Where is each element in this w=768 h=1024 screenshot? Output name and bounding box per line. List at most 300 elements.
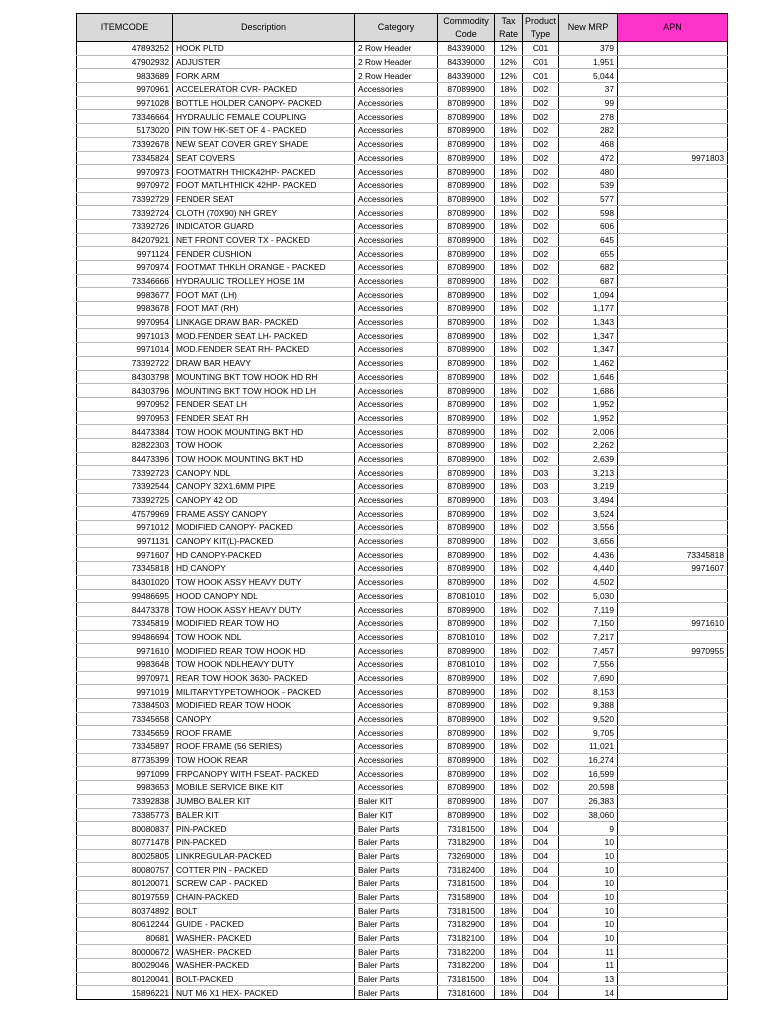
cell-new-mrp: 10	[559, 876, 618, 890]
cell-apn	[618, 206, 728, 220]
cell-new-mrp: 38,060	[559, 808, 618, 822]
cell-description: FOOTMAT THKLH ORANGE - PACKED	[173, 261, 355, 275]
cell-itemcode: 9971014	[77, 343, 173, 357]
cell-product-type: D02	[523, 534, 559, 548]
cell-apn	[618, 712, 728, 726]
cell-commodity-code: 87089900	[438, 480, 495, 494]
cell-description: PIN-PACKED	[173, 835, 355, 849]
cell-apn	[618, 767, 728, 781]
cell-product-type: D02	[523, 781, 559, 795]
cell-apn	[618, 411, 728, 425]
cell-category: Accessories	[355, 781, 438, 795]
cell-commodity-code: 87089900	[438, 575, 495, 589]
table-row	[77, 466, 728, 480]
table-row	[77, 726, 728, 740]
cell-category: Accessories	[355, 151, 438, 165]
cell-product-type: D02	[523, 726, 559, 740]
cell-itemcode: 80029046	[77, 959, 173, 973]
cell-category: Accessories	[355, 302, 438, 316]
cell-itemcode: 9971124	[77, 247, 173, 261]
cell-tax-rate: 18%	[495, 712, 523, 726]
cell-itemcode: 9970972	[77, 178, 173, 192]
cell-commodity-code: 87089900	[438, 644, 495, 658]
cell-new-mrp: 1,343	[559, 315, 618, 329]
cell-new-mrp: 480	[559, 165, 618, 179]
cell-itemcode: 73345897	[77, 740, 173, 754]
cell-commodity-code: 87089900	[438, 83, 495, 97]
cell-tax-rate: 18%	[495, 616, 523, 630]
cell-itemcode: 9970954	[77, 315, 173, 329]
cell-itemcode: 9983677	[77, 288, 173, 302]
cell-product-type: D02	[523, 384, 559, 398]
cell-description: BOTTLE HOLDER CANOPY- PACKED	[173, 96, 355, 110]
cell-product-type: D04	[523, 986, 559, 1000]
table-row	[77, 534, 728, 548]
table-row	[77, 384, 728, 398]
cell-product-type: D02	[523, 548, 559, 562]
cell-category: Accessories	[355, 110, 438, 124]
cell-new-mrp: 655	[559, 247, 618, 261]
cell-itemcode: 9833689	[77, 69, 173, 83]
cell-itemcode: 73345818	[77, 562, 173, 576]
cell-product-type: D04	[523, 822, 559, 836]
header-product-type: Product Type	[523, 14, 559, 42]
cell-product-type: D04	[523, 945, 559, 959]
cell-tax-rate: 18%	[495, 959, 523, 973]
cell-commodity-code: 87089900	[438, 96, 495, 110]
cell-commodity-code: 87089900	[438, 124, 495, 138]
cell-apn	[618, 370, 728, 384]
cell-commodity-code: 84339000	[438, 69, 495, 83]
cell-description: HD CANOPY-PACKED	[173, 548, 355, 562]
cell-description: INDICATOR GUARD	[173, 219, 355, 233]
cell-product-type: D02	[523, 808, 559, 822]
cell-commodity-code: 73269000	[438, 849, 495, 863]
cell-description: CANOPY	[173, 712, 355, 726]
cell-tax-rate: 18%	[495, 521, 523, 535]
cell-itemcode: 9970973	[77, 165, 173, 179]
cell-category: Baler Parts	[355, 918, 438, 932]
cell-new-mrp: 3,556	[559, 521, 618, 535]
cell-apn	[618, 178, 728, 192]
cell-itemcode: 80080757	[77, 863, 173, 877]
cell-tax-rate: 18%	[495, 918, 523, 932]
cell-new-mrp: 14	[559, 986, 618, 1000]
cell-product-type: D02	[523, 315, 559, 329]
cell-tax-rate: 18%	[495, 945, 523, 959]
cell-tax-rate: 18%	[495, 589, 523, 603]
cell-commodity-code: 87089900	[438, 178, 495, 192]
cell-apn	[618, 480, 728, 494]
cell-itemcode: 9970971	[77, 671, 173, 685]
cell-commodity-code: 87089900	[438, 302, 495, 316]
cell-description: NUT M6 X1 HEX- PACKED	[173, 986, 355, 1000]
cell-product-type: D02	[523, 233, 559, 247]
cell-description: PIN-PACKED	[173, 822, 355, 836]
table-row	[77, 151, 728, 165]
cell-description: WASHER-PACKED	[173, 959, 355, 973]
table-row	[77, 137, 728, 151]
table-row	[77, 329, 728, 343]
cell-apn: 73345818	[618, 548, 728, 562]
cell-commodity-code: 87089900	[438, 288, 495, 302]
cell-new-mrp: 1,347	[559, 329, 618, 343]
cell-tax-rate: 12%	[495, 55, 523, 69]
cell-commodity-code: 87089900	[438, 438, 495, 452]
cell-tax-rate: 18%	[495, 794, 523, 808]
cell-apn	[618, 192, 728, 206]
cell-tax-rate: 18%	[495, 288, 523, 302]
cell-product-type: D02	[523, 261, 559, 275]
cell-itemcode: 73345819	[77, 616, 173, 630]
cell-itemcode: 9971012	[77, 521, 173, 535]
table-row	[77, 69, 728, 83]
cell-tax-rate: 18%	[495, 96, 523, 110]
cell-new-mrp: 10	[559, 904, 618, 918]
cell-tax-rate: 18%	[495, 370, 523, 384]
cell-commodity-code: 87081010	[438, 630, 495, 644]
cell-new-mrp: 7,150	[559, 616, 618, 630]
table-row	[77, 548, 728, 562]
cell-tax-rate: 18%	[495, 699, 523, 713]
cell-new-mrp: 16,599	[559, 767, 618, 781]
table-row	[77, 904, 728, 918]
cell-category: Baler Parts	[355, 959, 438, 973]
cell-new-mrp: 9,388	[559, 699, 618, 713]
cell-new-mrp: 20,598	[559, 781, 618, 795]
cell-apn	[618, 589, 728, 603]
cell-description: TOW HOOK REAR	[173, 753, 355, 767]
cell-commodity-code: 87089900	[438, 233, 495, 247]
cell-description: ACCELERATOR CVR- PACKED	[173, 83, 355, 97]
cell-apn	[618, 534, 728, 548]
cell-product-type: D02	[523, 616, 559, 630]
cell-itemcode: 9971131	[77, 534, 173, 548]
cell-product-type: D02	[523, 110, 559, 124]
cell-commodity-code: 73181500	[438, 972, 495, 986]
cell-tax-rate: 18%	[495, 124, 523, 138]
cell-itemcode: 47579969	[77, 507, 173, 521]
cell-new-mrp: 1,347	[559, 343, 618, 357]
cell-itemcode: 73346666	[77, 274, 173, 288]
table-body	[77, 42, 728, 1000]
cell-tax-rate: 18%	[495, 781, 523, 795]
table-row	[77, 644, 728, 658]
cell-product-type: D04	[523, 918, 559, 932]
cell-new-mrp: 4,440	[559, 562, 618, 576]
cell-description: BALER KIT	[173, 808, 355, 822]
cell-product-type: D02	[523, 507, 559, 521]
cell-description: CLOTH (70X90) NH GREY	[173, 206, 355, 220]
cell-product-type: D02	[523, 329, 559, 343]
cell-tax-rate: 18%	[495, 876, 523, 890]
cell-tax-rate: 18%	[495, 972, 523, 986]
cell-category: Accessories	[355, 493, 438, 507]
cell-tax-rate: 18%	[495, 822, 523, 836]
cell-itemcode: 80197559	[77, 890, 173, 904]
cell-tax-rate: 18%	[495, 329, 523, 343]
cell-tax-rate: 18%	[495, 534, 523, 548]
cell-commodity-code: 73181500	[438, 904, 495, 918]
cell-tax-rate: 18%	[495, 931, 523, 945]
cell-product-type: D02	[523, 644, 559, 658]
cell-new-mrp: 682	[559, 261, 618, 275]
cell-tax-rate: 18%	[495, 343, 523, 357]
cell-tax-rate: 18%	[495, 315, 523, 329]
cell-apn	[618, 740, 728, 754]
cell-apn	[618, 794, 728, 808]
cell-apn	[618, 124, 728, 138]
cell-commodity-code: 87089900	[438, 137, 495, 151]
cell-commodity-code: 87089900	[438, 534, 495, 548]
cell-apn	[618, 972, 728, 986]
cell-category: Accessories	[355, 507, 438, 521]
cell-apn	[618, 343, 728, 357]
cell-new-mrp: 278	[559, 110, 618, 124]
cell-tax-rate: 18%	[495, 767, 523, 781]
cell-description: PIN TOW HK-SET OF 4 - PACKED	[173, 124, 355, 138]
cell-commodity-code: 87089900	[438, 206, 495, 220]
cell-commodity-code: 87089900	[438, 356, 495, 370]
cell-new-mrp: 2,639	[559, 452, 618, 466]
cell-itemcode: 73345824	[77, 151, 173, 165]
cell-apn	[618, 849, 728, 863]
cell-product-type: D02	[523, 685, 559, 699]
table-row	[77, 794, 728, 808]
cell-description: NET FRONT COVER TX - PACKED	[173, 233, 355, 247]
cell-commodity-code: 87089900	[438, 562, 495, 576]
cell-new-mrp: 645	[559, 233, 618, 247]
cell-category: Baler Parts	[355, 890, 438, 904]
cell-category: Accessories	[355, 137, 438, 151]
table-row	[77, 630, 728, 644]
cell-apn	[618, 233, 728, 247]
cell-apn	[618, 329, 728, 343]
cell-category: Accessories	[355, 753, 438, 767]
cell-itemcode: 80771478	[77, 835, 173, 849]
cell-apn	[618, 288, 728, 302]
cell-category: Accessories	[355, 247, 438, 261]
cell-commodity-code: 87089900	[438, 466, 495, 480]
cell-new-mrp: 9,520	[559, 712, 618, 726]
cell-apn	[618, 438, 728, 452]
cell-itemcode: 84207921	[77, 233, 173, 247]
cell-tax-rate: 18%	[495, 151, 523, 165]
table-row	[77, 425, 728, 439]
cell-itemcode: 73392838	[77, 794, 173, 808]
cell-tax-rate: 18%	[495, 206, 523, 220]
cell-category: Baler Parts	[355, 972, 438, 986]
cell-product-type: D02	[523, 206, 559, 220]
cell-itemcode: 99486695	[77, 589, 173, 603]
cell-product-type: D02	[523, 165, 559, 179]
cell-category: Accessories	[355, 630, 438, 644]
cell-commodity-code: 87089900	[438, 370, 495, 384]
cell-commodity-code: 87089900	[438, 165, 495, 179]
cell-description: NEW SEAT COVER GREY SHADE	[173, 137, 355, 151]
cell-new-mrp: 8,153	[559, 685, 618, 699]
cell-product-type: D02	[523, 767, 559, 781]
cell-tax-rate: 18%	[495, 219, 523, 233]
header-apn: APN	[618, 14, 728, 42]
cell-itemcode: 73392678	[77, 137, 173, 151]
cell-product-type: D02	[523, 288, 559, 302]
cell-description: MODIFIED CANOPY- PACKED	[173, 521, 355, 535]
cell-new-mrp: 282	[559, 124, 618, 138]
cell-apn	[618, 452, 728, 466]
cell-description: FENDER SEAT RH	[173, 411, 355, 425]
cell-apn	[618, 575, 728, 589]
cell-itemcode: 15896221	[77, 986, 173, 1000]
cell-commodity-code: 73181600	[438, 986, 495, 1000]
cell-category: Accessories	[355, 562, 438, 576]
cell-description: HYDRAULIC TROLLEY HOSE 1M	[173, 274, 355, 288]
cell-commodity-code: 87089900	[438, 699, 495, 713]
cell-description: LINKREGULAR-PACKED	[173, 849, 355, 863]
table-row	[77, 589, 728, 603]
cell-new-mrp: 7,119	[559, 603, 618, 617]
cell-commodity-code: 87089900	[438, 315, 495, 329]
cell-apn: 9970955	[618, 644, 728, 658]
cell-new-mrp: 577	[559, 192, 618, 206]
cell-category: Accessories	[355, 685, 438, 699]
cell-itemcode: 9971610	[77, 644, 173, 658]
cell-itemcode: 80120071	[77, 876, 173, 890]
cell-apn	[618, 671, 728, 685]
cell-commodity-code: 87089900	[438, 261, 495, 275]
cell-product-type: D02	[523, 562, 559, 576]
cell-category: Accessories	[355, 165, 438, 179]
cell-category: Baler Parts	[355, 904, 438, 918]
cell-category: Accessories	[355, 657, 438, 671]
cell-tax-rate: 18%	[495, 178, 523, 192]
cell-category: Accessories	[355, 534, 438, 548]
cell-product-type: D02	[523, 83, 559, 97]
cell-itemcode: 9971099	[77, 767, 173, 781]
cell-description: MODIFIED REAR TOW HOOK HD	[173, 644, 355, 658]
cell-category: Accessories	[355, 767, 438, 781]
cell-description: REAR TOW HOOK 3630- PACKED	[173, 671, 355, 685]
table-row	[77, 918, 728, 932]
cell-product-type: D02	[523, 343, 559, 357]
cell-commodity-code: 87089900	[438, 726, 495, 740]
cell-category: Accessories	[355, 616, 438, 630]
cell-product-type: D02	[523, 370, 559, 384]
cell-product-type: D04	[523, 931, 559, 945]
cell-tax-rate: 18%	[495, 425, 523, 439]
cell-product-type: D04	[523, 890, 559, 904]
cell-product-type: D02	[523, 178, 559, 192]
cell-tax-rate: 18%	[495, 548, 523, 562]
cell-category: Accessories	[355, 575, 438, 589]
table-row	[77, 110, 728, 124]
cell-apn	[618, 165, 728, 179]
cell-commodity-code: 84339000	[438, 42, 495, 56]
cell-new-mrp: 7,457	[559, 644, 618, 658]
cell-category: Accessories	[355, 699, 438, 713]
cell-category: Accessories	[355, 329, 438, 343]
cell-tax-rate: 18%	[495, 835, 523, 849]
cell-apn	[618, 356, 728, 370]
table-row	[77, 685, 728, 699]
cell-category: Accessories	[355, 644, 438, 658]
cell-tax-rate: 18%	[495, 904, 523, 918]
cell-category: Baler Parts	[355, 849, 438, 863]
cell-itemcode: 80000672	[77, 945, 173, 959]
cell-product-type: D02	[523, 671, 559, 685]
cell-category: Accessories	[355, 712, 438, 726]
cell-commodity-code: 87089900	[438, 425, 495, 439]
cell-category: Accessories	[355, 233, 438, 247]
cell-category: Accessories	[355, 452, 438, 466]
cell-description: JUMBO BALER KIT	[173, 794, 355, 808]
cell-new-mrp: 3,213	[559, 466, 618, 480]
cell-description: FORK ARM	[173, 69, 355, 83]
cell-commodity-code: 87089900	[438, 671, 495, 685]
cell-itemcode: 73392722	[77, 356, 173, 370]
cell-tax-rate: 18%	[495, 384, 523, 398]
cell-apn	[618, 493, 728, 507]
cell-commodity-code: 87089900	[438, 274, 495, 288]
cell-commodity-code: 73182200	[438, 945, 495, 959]
cell-new-mrp: 2,262	[559, 438, 618, 452]
cell-apn	[618, 603, 728, 617]
cell-product-type: D02	[523, 425, 559, 439]
cell-description: CANOPY KIT(L)-PACKED	[173, 534, 355, 548]
cell-apn	[618, 96, 728, 110]
table-row	[77, 712, 728, 726]
cell-commodity-code: 87089900	[438, 192, 495, 206]
cell-tax-rate: 18%	[495, 165, 523, 179]
cell-description: TOW HOOK MOUNTING BKT HD	[173, 425, 355, 439]
table-row	[77, 876, 728, 890]
cell-apn	[618, 137, 728, 151]
cell-category: Accessories	[355, 603, 438, 617]
cell-apn	[618, 781, 728, 795]
cell-tax-rate: 18%	[495, 808, 523, 822]
cell-description: FRPCANOPY WITH FSEAT- PACKED	[173, 767, 355, 781]
cell-category: Baler Parts	[355, 986, 438, 1000]
table-row	[77, 740, 728, 754]
cell-description: MODIFIED REAR TOW HO	[173, 616, 355, 630]
cell-apn	[618, 55, 728, 69]
cell-commodity-code: 87089900	[438, 343, 495, 357]
cell-commodity-code: 73182900	[438, 918, 495, 932]
cell-category: Accessories	[355, 343, 438, 357]
cell-product-type: D02	[523, 452, 559, 466]
cell-new-mrp: 468	[559, 137, 618, 151]
cell-product-type: D02	[523, 137, 559, 151]
cell-description: MOBILE SERVICE BIKE KIT	[173, 781, 355, 795]
cell-commodity-code: 87089900	[438, 521, 495, 535]
table-row	[77, 124, 728, 138]
cell-tax-rate: 18%	[495, 740, 523, 754]
cell-apn	[618, 630, 728, 644]
cell-category: Accessories	[355, 548, 438, 562]
cell-tax-rate: 12%	[495, 69, 523, 83]
table-row	[77, 343, 728, 357]
cell-itemcode: 9970953	[77, 411, 173, 425]
table-row	[77, 261, 728, 275]
cell-category: Accessories	[355, 96, 438, 110]
cell-new-mrp: 472	[559, 151, 618, 165]
table-row	[77, 945, 728, 959]
cell-category: Baler Parts	[355, 876, 438, 890]
cell-category: Accessories	[355, 83, 438, 97]
cell-description: TOW HOOK	[173, 438, 355, 452]
table-row	[77, 55, 728, 69]
cell-description: SEAT COVERS	[173, 151, 355, 165]
